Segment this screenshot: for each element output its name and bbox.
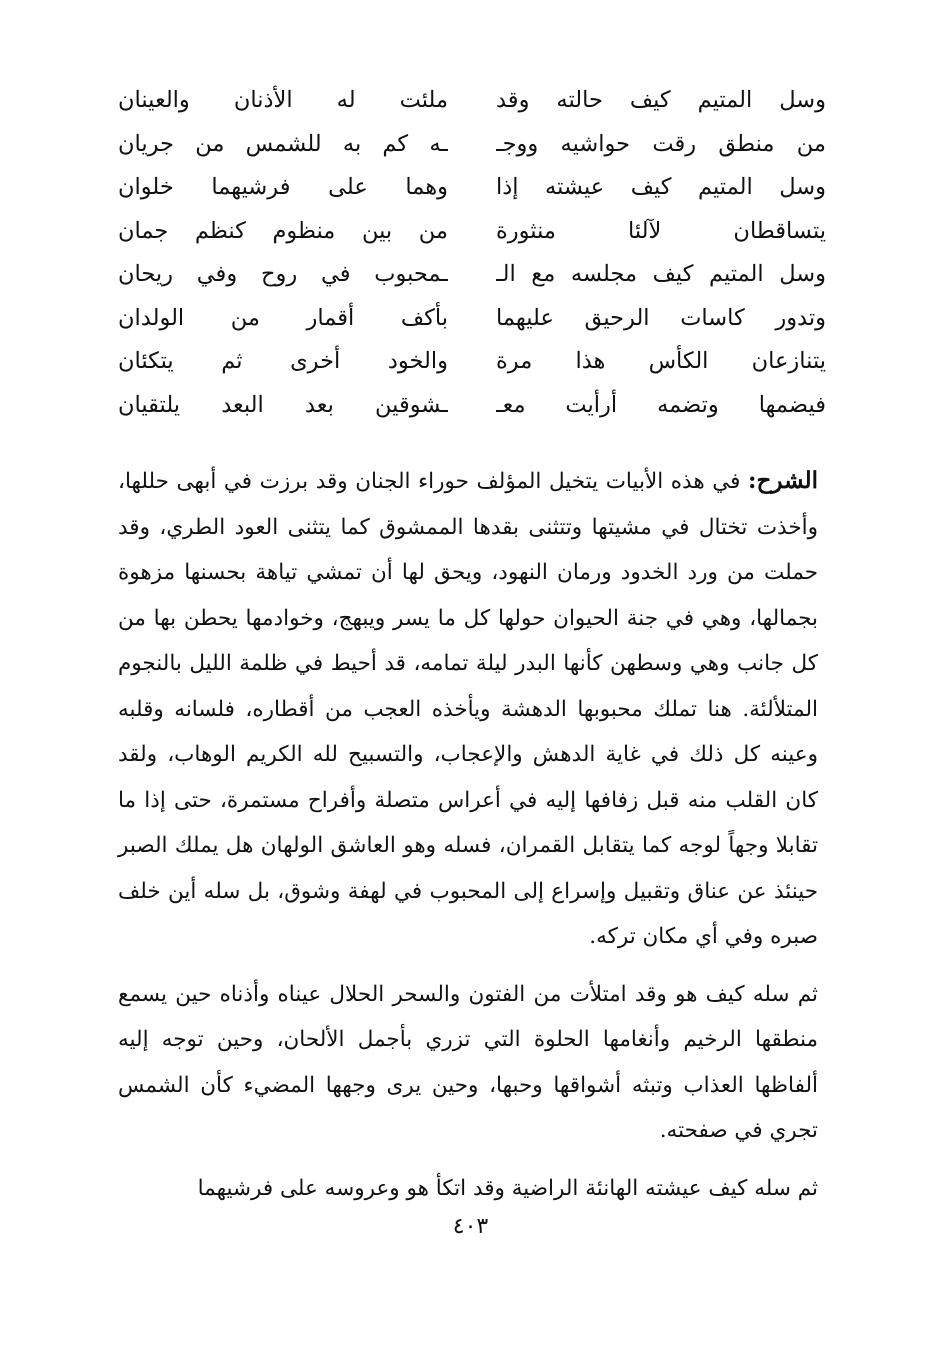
- hemistich-left: بأكف أقمار من الولدان: [118, 304, 448, 331]
- hemistich-left: ـمحبوب في روح وفي ريحان: [118, 261, 448, 287]
- hemistich-right: وسل المتيم كيف حالته وقد: [496, 87, 826, 113]
- commentary-paragraph: ثم سله كيف عيشته الهانئة الراضية وقد اتكأ هو وعروسه على فرشيهما: [197, 1175, 818, 1201]
- hemistich-right: فيضمها وتضمه أرأيت معـ: [496, 391, 826, 418]
- hemistich-left: ـه كم به للشمس من جريان: [118, 130, 448, 157]
- commentary-block: [118, 458, 818, 1211]
- hemistich-left: وهما على فرشيهما خلوان: [118, 174, 448, 200]
- commentary-paragraph: ثم سله كيف هو وقد امتلأت من الفتون والسحر الحلال عيناه وأذناه حين يسمع منطقها الرخيم وأنغامها الحلوة التي تزري بأجمل الألحان، وحين توجه إليه ألفاظها العذاب وتبثه أشواقها وحبها، وحين يرى وجهها المضيء كأن الشمس تجري في صفحته.: [118, 981, 818, 1143]
- hemistich-left: ـشوقين بعد البعد يلتقيان: [118, 391, 448, 418]
- hemistich-left: من بين منظوم كنظم جمان: [118, 217, 448, 244]
- commentary-text: في هذه الأبيات يتخيل المؤلف حوراء الجنان وقد برزت في أبهى حللها، وأخذت تختال في مشيتها وتتثنى بقدها الممشوق كما يتثنى العود الطري، وقد حملت من ورد الخدود ورمان النهود، ويحق لها أن تمشي تياهة بحسنها مزهوة بجمالها، وهي في جنة الحيوان حولها كل ما يسر ويبهج، وخوادمها يحطن بها من كل جانب وهي وسطهن كأنها البدر ليلة تمامه، قد أحيط في ظلمة الليل بالنجوم المتلألئة. هنا تملك محبوبها الدهشة ويأخذه العجب من أقطاره، فلسانه وقلبه وعينه كل ذلك في غاية الدهش والإعجاب، والتسبيح لله الكريم الوهاب، ولقد كان القلب منه قبل زفافها إليه في أعراس متصلة وأفراح مستمرة، حتى إذا ما تقابلا وجهاً لوجه كما يتقابل القمران، فسله وهو العاشق الولهان هل يملك الصبر حينئذ عن عناق وتقبيل وإسراع إلى المحبوب في لهفة وشوق، بل سله أين خلف صبره وفي أي مكان تركه.: [118, 469, 818, 949]
- hemistich-right: يتنازعان الكأس هذا مرة: [496, 348, 826, 374]
- poem-left-column: [118, 80, 448, 428]
- hemistich-right: وتدور كاسات الرحيق عليهما: [496, 304, 826, 331]
- poem-right-column: [496, 80, 826, 428]
- page-number: ٤٠٣: [452, 1214, 489, 1239]
- hemistich-left: والخود أخرى ثم يتكئان: [118, 348, 448, 374]
- poem-block: [118, 80, 826, 430]
- commentary-label: الشرح:: [748, 467, 818, 494]
- hemistich-right: من منطق رقت حواشيه ووجـ: [496, 130, 826, 157]
- commentary-paragraph: [118, 458, 818, 960]
- hemistich-left: ملئت له الأذنان والعينان: [118, 87, 448, 113]
- hemistich-right: يتساقطان لآلئا منثورة: [496, 217, 826, 244]
- hemistich-right: وسل المتيم كيف مجلسه مع الـ: [496, 261, 826, 287]
- hemistich-right: وسل المتيم كيف عيشته إذا: [496, 174, 826, 200]
